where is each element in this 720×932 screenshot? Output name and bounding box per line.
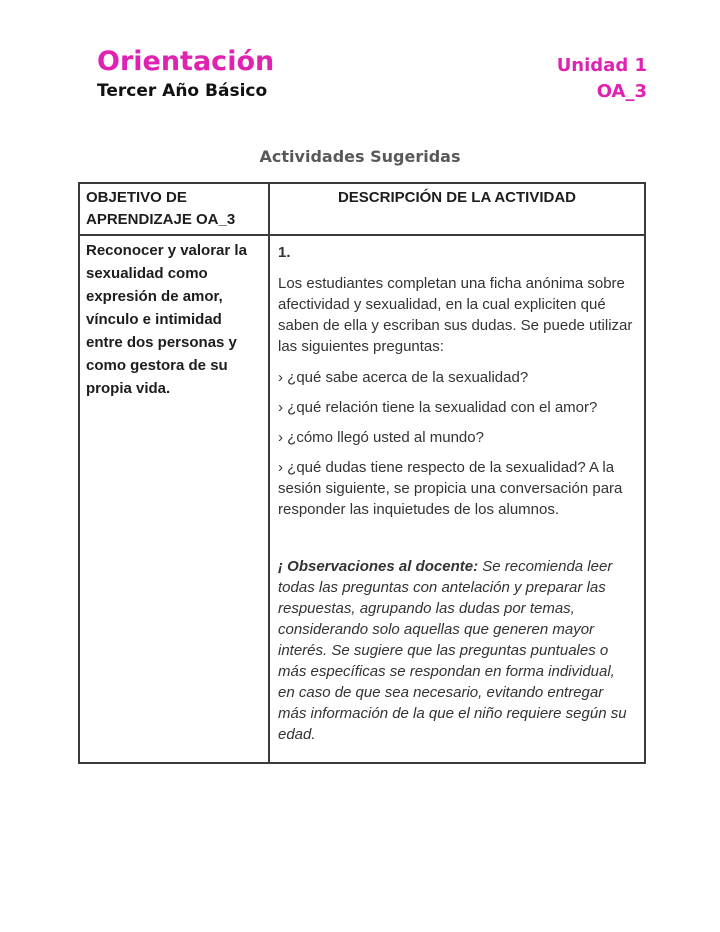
question-text: ¿qué dudas tiene respecto de la sexualidad? A la sesión siguiente, se propicia una conversación para responder las inquietudes de los alumnos. — [278, 459, 623, 518]
activity-number: 1. — [278, 244, 291, 261]
table-header-row — [79, 183, 645, 235]
question-item — [278, 397, 634, 418]
teacher-note-label: ¡ Observaciones al docente: — [278, 558, 479, 575]
table-body-row — [79, 235, 645, 763]
unit-label: Unidad 1 — [556, 55, 647, 76]
bullet-marker: › — [278, 399, 283, 416]
activity-cell — [269, 235, 645, 763]
bullet-marker: › — [278, 369, 283, 386]
page-header — [0, 0, 720, 105]
grade-subtitle: Tercer Año Básico — [97, 81, 268, 101]
teacher-note-text: Se recomienda leer todas las preguntas con antelación y preparar las respuestas, agrupando las dudas por temas, considerando solo aquellas que generen mayor interés. Se sugiere que las preguntas puntuales o más específicas se respondan en forma individual, en caso de que sea necesario, evitando entregar más información de la que el niño requiere según su edad. — [278, 558, 627, 743]
objective-cell — [79, 235, 269, 763]
unit-block — [557, 53, 647, 105]
brand-block — [97, 46, 274, 102]
question-item — [278, 457, 634, 520]
activities-table — [78, 182, 646, 764]
question-text: ¿cómo llegó usted al mundo? — [287, 429, 484, 446]
subject-title: Orientación — [97, 46, 275, 77]
description-column-header: DESCRIPCIÓN DE LA ACTIVIDAD — [269, 183, 645, 235]
question-text: ¿qué sabe acerca de la sexualidad? — [287, 369, 529, 386]
oa-label: OA_3 — [596, 81, 647, 102]
teacher-note — [278, 556, 634, 745]
bullet-marker: › — [278, 459, 283, 476]
question-item — [278, 427, 634, 448]
question-text: ¿qué relación tiene la sexualidad con el amor? — [287, 399, 598, 416]
objective-column-header: OBJETIVO DE APRENDIZAJE OA_3 — [79, 183, 269, 235]
question-item — [278, 367, 634, 388]
objective-text: Reconocer y valorar la sexualidad como expresión de amor, vínculo e intimidad entre dos personas y como gestora de su propia vida. — [86, 242, 247, 397]
section-title: Actividades Sugeridas — [259, 147, 461, 166]
bullet-marker: › — [278, 429, 283, 446]
activity-intro: Los estudiantes completan una ficha anónima sobre afectividad y sexualidad, en la cual expliciten qué saben de ella y escriban sus dudas. Se puede utilizar las siguientes preguntas: — [278, 275, 633, 355]
